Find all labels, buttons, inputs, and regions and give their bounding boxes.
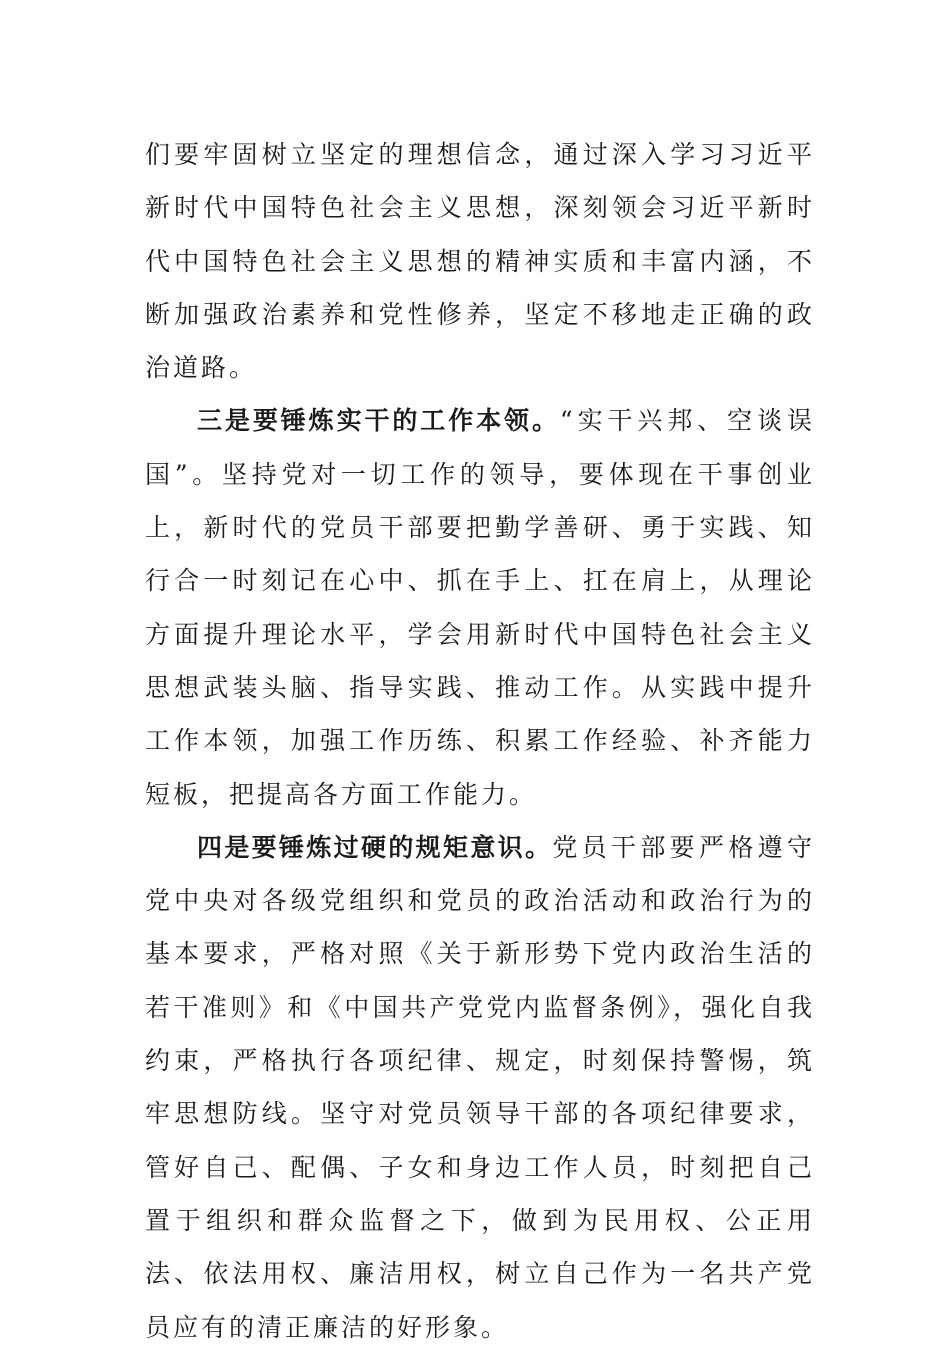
paragraph-1-body: 们要牢固树立坚定的理想信念，通过深入学习习近平新时代中国特色社会主义思想，深刻领会习近平新时代中国特色社会主义思想的精神实质和丰富内涵，不断加强政治素养和党性修养，坚定不移地走正确的政治道路。 <box>145 140 815 383</box>
paragraph-2-lead: 三是要锤炼实干的工作本领。 <box>197 406 560 436</box>
paragraph-2-body: “实干兴邦、空谈误国”。坚持党对一切工作的领导，要体现在干事创业上，新时代的党员干部要把勤学善研、勇于实践、知行合一时刻记在心中、抓在手上、扛在肩上，从理论方面提升理论水平，学会用新时代中国特色社会主义思想武装头脑、指导实践、推动工作。从实践中提升工作本领，加强工作历练、积累工作经验、补齐能力短板，把提高各方面工作能力。 <box>145 406 815 809</box>
paragraph-3-lead: 四是要锤炼过硬的规矩意识。 <box>197 832 553 862</box>
paragraph-three <box>145 394 815 820</box>
paragraph-3-body: 党员干部要严格遵守党中央对各级党组织和党员的政治活动和政治行为的基本要求，严格对照《关于新形势下党内政治生活的若干准则》和《中国共产党党内监督条例》，强化自我约束，严格执行各项纪律、规定，时刻保持警惕，筑牢思想防线。坚守对党员领导干部的各项纪律要求，管好自己、配偶、子女和身边工作人员，时刻把自己置于组织和群众监督之下，做到为民用权、公正用法、依法用权、廉洁用权，树立自己作为一名共产党员应有的清正廉洁的好形象。 <box>145 832 815 1342</box>
paragraph-four <box>145 821 815 1354</box>
paragraph-continuation <box>145 128 815 394</box>
document-body <box>145 128 815 1354</box>
